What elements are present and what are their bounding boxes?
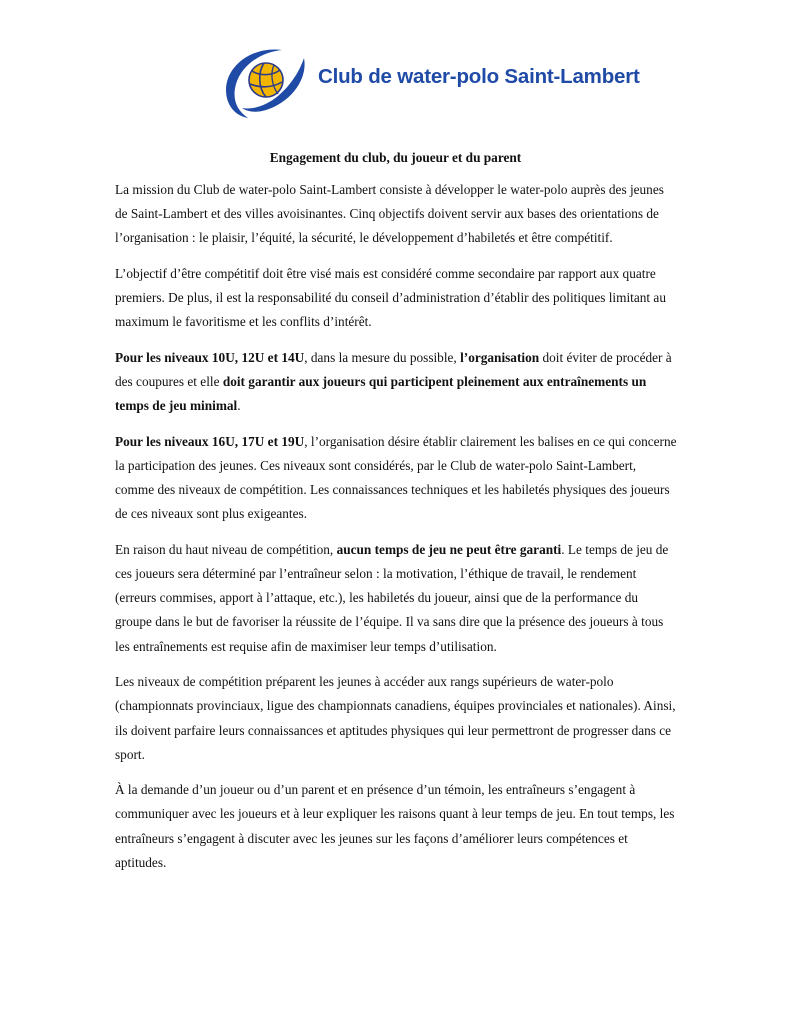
text-segment: En raison du haut niveau de compétition,: [115, 541, 337, 557]
paragraph-coach-communication: À la demande d’un joueur ou d’un parent et en présence d’un témoin, les entraîneurs s’engagent à communiquer avec les joueurs et à leur expliquer les raisons quant à leur temps de jeu. En tout temps, les entraîneurs s’engagent à discuter avec les jeunes sur les façons d’améliorer leurs compétences et aptitudes.: [115, 782, 675, 870]
bold-levels-16u-19u: Pour les niveaux 16U, 17U et 19U: [115, 433, 305, 449]
bold-organisation: l’organisation: [460, 349, 540, 365]
water-polo-ball-logo-icon: [222, 44, 308, 120]
text-segment: .: [237, 398, 241, 414]
paragraph-competition-level: [115, 538, 678, 659]
bold-no-guaranteed-playtime: aucun temps de jeu ne peut être garanti: [336, 541, 562, 557]
document-body: [115, 178, 678, 886]
bold-minimal-playtime: doit garantir aux joueurs qui participent pleinement aux entraînements un temps de jeu minimal: [115, 374, 647, 414]
paragraph-levels-10u-14u: [115, 346, 678, 419]
paragraph-competitive-objective: L’objectif d’être compétitif doit être visé mais est considéré comme secondaire par rapport aux quatre premiers. De plus, il est la responsabilité du conseil d’administration d’établir des politiques limitant au maximum le favoritisme et les conflits d’intérêt.: [115, 265, 666, 330]
text-segment: , dans la mesure du possible,: [304, 349, 461, 365]
text-segment: , l’organisation désire établir clairement les balises en ce qui concerne la participation des jeunes. Ces niveaux sont considérés, par le Club de water-polo Saint-Lambert, comme des niveaux de compétition. Les connaissances techniques et les habiletés physiques des joueurs de ces niveaux sont plus exigeantes.: [115, 433, 677, 522]
text-segment: doit éviter de procéder à des coupures et elle: [115, 349, 672, 390]
paragraph-mission: La mission du Club de water-polo Saint-Lambert consiste à développer le water-polo auprès des jeunes de Saint-Lambert et des villes avoisinantes. Cinq objectifs doivent servir aux bases des orientations de l’organisation : le plaisir, l’équité, la sécurité, le développement d’habiletés et être compétitif.: [115, 182, 664, 246]
letterhead: [222, 44, 640, 120]
paragraph-levels-16u-19u: [115, 430, 678, 527]
club-name-text: Club de water-polo Saint-Lambert: [318, 65, 640, 88]
document-title: Engagement du club, du joueur et du parent: [269, 150, 522, 165]
text-segment: . Le temps de jeu de ces joueurs sera déterminé par l’entraîneur selon : la motivation, l’éthique de travail, le rendement (erreurs commises, apport à l’attaque, etc.), les habiletés du joueur, ainsi que de la performance du groupe dans le but de favoriser la réussite de l’équipe. Il va sans dire que la présence des joueurs à tous les entraînements est requise afin de maximiser leur temps d’utilisation.: [115, 541, 669, 654]
paragraph-competition-preparation: Les niveaux de compétition préparent les jeunes à accéder aux rangs supérieurs de water-polo (championnats provinciaux, ligue des championnats canadiens, équipes provinciales et nationales). Ainsi, ils doivent parfaire leurs connaissances et aptitudes physiques qui leur permettront de progresser dans ce sport.: [115, 674, 676, 762]
club-name: [318, 65, 640, 89]
bold-levels-10u-14u: Pour les niveaux 10U, 12U et 14U: [115, 349, 305, 365]
